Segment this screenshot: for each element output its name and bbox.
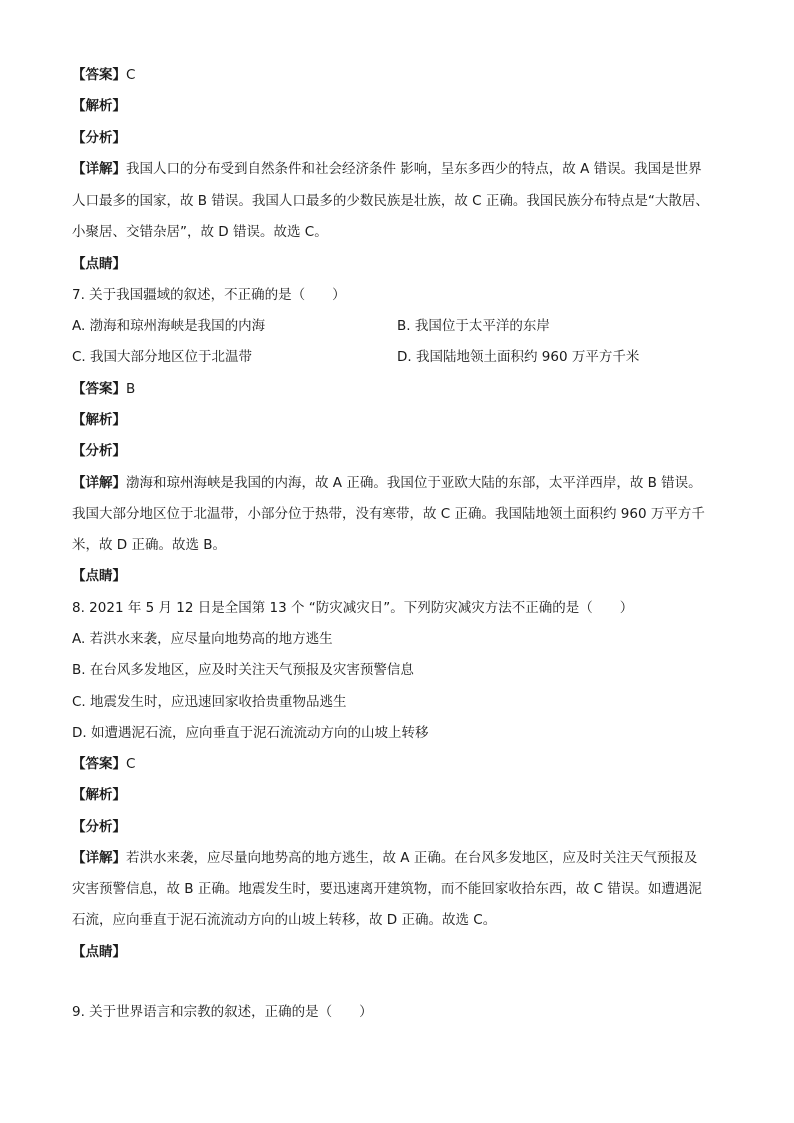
dianjing-heading: 【点睛】: [72, 256, 126, 272]
answer-tag: 【答案】: [72, 756, 126, 772]
answer-tag: 【答案】: [72, 67, 126, 83]
question-7-fenxi-heading: 【分析】: [72, 443, 126, 459]
question-7-stem: 7. 关于我国疆域的叙述，不正确的是（ ）: [72, 287, 346, 303]
question-7-option-d: D. 我国陆地领土面积约 960 万平方千米: [397, 349, 640, 365]
question-7-detail-line-2: 我国大部分地区位于北温带，小部分位于热带，没有寒带，故 C 正确。我国陆地领土面积约 960 万平方千: [72, 506, 705, 522]
question-7-option-c: C. 我国大部分地区位于北温带: [72, 349, 253, 365]
detail-tag: 【详解】: [72, 475, 126, 491]
detail-text: 我国人口的分布受到自然条件和社会经济条件 影响，呈东多西少的特点，故 A 错误。我国是世界: [126, 161, 702, 177]
question-8-option-a: A. 若洪水来袭，应尽量向地势高的地方逃生: [72, 631, 333, 647]
detail-text: 若洪水来袭，应尽量向地势高的地方逃生，故 A 正确。在台风多发地区，应及时关注天气预报及: [126, 850, 698, 866]
answer-tag: 【答案】: [72, 381, 126, 397]
question-8-fenxi-heading: 【分析】: [72, 819, 126, 835]
detail-tag: 【详解】: [72, 850, 126, 866]
question-8-dianjing-heading: 【点睛】: [72, 944, 126, 960]
question-8-analysis-heading: 【解析】: [72, 787, 126, 803]
detail-line-1: [72, 159, 702, 179]
question-8-stem: 8. 2021 年 5 月 12 日是全国第 13 个 “防灾减灾日”。下列防灾减灾方法不正确的是（ ）: [72, 600, 634, 616]
detail-line-2: 人口最多的国家，故 B 错误。我国人口最多的少数民族是壮族，故 C 正确。我国民族分布特点是“大散居、: [72, 193, 709, 209]
question-7-analysis-heading: 【解析】: [72, 412, 126, 428]
question-7-dianjing-heading: 【点睛】: [72, 568, 126, 584]
question-7-option-a: A. 渤海和琼州海峡是我国的内海: [72, 318, 266, 334]
question-8-detail-line-1: [72, 848, 697, 868]
question-8-detail-line-3: 石流，应向垂直于泥石流流动方向的山坡上转移，故 D 正确。故选 C。: [72, 912, 497, 928]
analysis-heading: 【解析】: [72, 98, 126, 114]
question-8-option-d: D. 如遭遇泥石流，应向垂直于泥石流流动方向的山坡上转移: [72, 725, 429, 741]
answer-value: C: [126, 67, 136, 83]
question-7-answer-line: [72, 379, 135, 399]
detail-tag: 【详解】: [72, 161, 126, 177]
detail-text: 渤海和琼州海峡是我国的内海，故 A 正确。我国位于亚欧大陆的东部，太平洋西岸，故 B 错误。: [126, 475, 702, 491]
question-7-option-b: B. 我国位于太平洋的东岸: [397, 318, 550, 334]
question-7-detail-line-3: 米，故 D 正确。故选 B。: [72, 537, 227, 553]
question-8-option-b: B. 在台风多发地区，应及时关注天气预报及灾害预警信息: [72, 662, 414, 678]
question-8-option-c: C. 地震发生时，应迅速回家收拾贵重物品逃生: [72, 694, 347, 710]
answer-value: C: [126, 756, 136, 772]
fenxi-heading: 【分析】: [72, 130, 126, 146]
question-8-answer-line: [72, 754, 135, 774]
question-7-detail-line-1: [72, 473, 702, 493]
detail-line-3: 小聚居、交错杂居”，故 D 错误。故选 C。: [72, 224, 328, 240]
answer-value: B: [126, 381, 136, 397]
question-8-detail-line-2: 灾害预警信息，故 B 正确。地震发生时，要迅速离开建筑物，而不能回家收拾东西，故 C 错误。如遭遇泥: [72, 881, 702, 897]
question-9-stem: 9. 关于世界语言和宗教的叙述，正确的是（ ）: [72, 1004, 373, 1020]
answer-line: [72, 65, 135, 85]
